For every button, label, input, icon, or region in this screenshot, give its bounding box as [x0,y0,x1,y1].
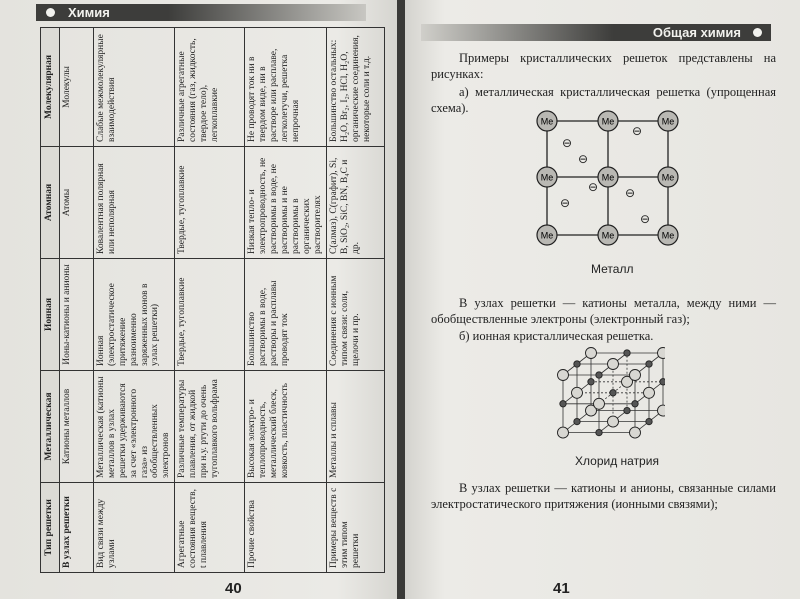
table-cell: Высокая электро- и теплопроводность, металлический блеск, ковкость, пластичность [245,371,327,483]
metal-node-label: Me [540,116,554,127]
table-cell: Молекулы [59,28,93,147]
table-cell: Низкая тепло- и электропроводность, не растворимы в воде, не растворимы и не растворимы в органических растворителях [245,147,327,259]
metal-cation-node [658,111,678,131]
anion-ion [630,370,641,381]
row-label: Агрегатные состояния веществ, t плавления [175,483,245,573]
metal-cation-node [658,225,678,245]
cation-ion [646,361,652,367]
anion-ion [630,427,641,438]
electron-icon: ⊖ [624,186,636,200]
anion-ion [558,370,569,381]
cation-ion [660,379,665,385]
metal-node-label: Me [661,172,675,183]
anion-ion [608,416,619,427]
nacl-lattice-diagram [545,343,665,451]
book-gutter [397,0,405,599]
table-row [175,28,245,573]
cation-ion [596,372,602,378]
table-cell: Различные агрегатные состояния (газ, жидкость, твердое тело), легкоплавкие [175,28,245,147]
cation-ion [596,429,602,435]
table-row [245,28,327,573]
table-cell: Металлическая (катионы металлов в узлах решетки удерживаются за счет «электронного газа» из обобществленных электронов [93,371,174,483]
metal-node-label: Me [601,116,615,127]
running-head-right [421,24,771,41]
lattice-table-container [40,28,385,573]
metal-node-label: Me [601,230,615,241]
anion-ion [644,387,655,398]
electron-icon: ⊖ [577,152,589,166]
electron-icon: ⊖ [631,124,643,138]
metal-caption: Металл [591,262,634,276]
table-cell: Твердые, тугоплавкие [175,147,245,259]
cation-ion [610,390,616,396]
cation-ion [588,379,594,385]
table-cell: Большинство растворимы в воде, растворы и расплавы проводят ток [245,259,327,371]
bullet-icon [46,8,55,17]
table-cell: Слабые межмолекулярные взаимодействия [93,28,174,147]
page-number-right: 41 [553,580,570,597]
metal-description: В узлах решетки — катионы металла, между ними — обобществленные электроны (электронный газ); [431,296,776,326]
metal-cation-node [537,111,557,131]
anion-ion [608,359,619,370]
table-cell: Различные температуры плавления, от жидкой при н.у. ртути до очень тугоплавкого вольфрама [175,371,245,483]
cation-ion [646,418,652,424]
metal-cation-node [598,167,618,187]
cation-ion [574,418,580,424]
table-header-cell: Молекулярная [41,28,60,147]
anion-ion [594,398,605,409]
table-header-row [41,28,60,573]
page-number-left: 40 [225,580,242,597]
metal-lattice-heading: а) металлическая кристаллическая решетка (упрощенная схема). [431,85,776,115]
cation-ion [624,350,630,356]
table-cell: Катионы металлов [59,371,93,483]
cation-ion [632,401,638,407]
table-header-cell: Атомная [41,147,60,259]
table-cell: Твердые, тугоплавкие [175,259,245,371]
anion-ion [586,348,597,359]
metal-cation-node [658,167,678,187]
table-cell: Металлы и сплавы [327,371,385,483]
lattice-comparison-table [40,27,385,573]
table-cell: C(алмаз), C(графит), Si, B, SiO₂, SiC, BN, B₄C и др. [327,147,385,259]
row-label: Прочие свойства [245,483,327,573]
metal-node-label: Me [540,172,554,183]
table-row [93,28,174,573]
table-header-cell: Ионная [41,259,60,371]
table-cell: Ионная (электростатическое притяжение разноименно заряженных ионов в узлах решетки) [93,259,174,371]
row-label: В узлах решетки [59,483,93,573]
metal-node-label: Me [601,172,615,183]
metallic-lattice-diagram [525,105,695,255]
table-cell: Ковалентная полярная или неполярная [93,147,174,259]
metal-cation-node [537,225,557,245]
table-cell: Не проводят ток ни в твердом виде, ни в растворе или расплаве, легколетучи, решетка непрочная [245,28,327,147]
metal-node-label: Me [661,116,675,127]
anion-ion [558,427,569,438]
running-head-left [36,4,366,21]
cation-ion [574,361,580,367]
anion-ion [658,348,666,359]
electron-icon: ⊖ [587,180,599,194]
metal-node-label: Me [661,230,675,241]
electron-icon: ⊖ [639,212,651,226]
right-page [405,0,800,599]
ionic-lattice-heading: б) ионная кристаллическая решетка. [459,329,654,343]
metal-cation-node [598,225,618,245]
table-cell: Атомы [59,147,93,259]
table-cell: Большинство остальных: H₂O, Br₂, I₂, HCl, H₂O, органические соединения, некоторые соли и т.д. [327,28,385,147]
table-row [59,28,93,573]
intro-paragraph: Примеры кристаллических решеток представлены на рисунках: [431,51,776,81]
cation-ion [560,401,566,407]
electron-icon: ⊖ [561,136,573,150]
metal-cation-node [598,111,618,131]
running-head-title: Общая химия [652,25,741,40]
ionic-description: В узлах решетки — катионы и анионы, связанные силами электростатического притяжения (ионными связями); [431,481,776,511]
running-head-title: Химия [68,5,110,20]
electron-icon: ⊖ [559,196,571,210]
table-header-cell: Тип решетки [41,483,60,573]
table-cell: Соединения с ионным типом связи: соли, щелочи и пр. [327,259,385,371]
anion-ion [658,405,666,416]
left-page [0,0,397,599]
table-row [327,28,385,573]
row-label: Примеры веществ с этим типом решетки [327,483,385,573]
metal-node-label: Me [540,230,554,241]
row-label: Вид связи между узлами [93,483,174,573]
cation-ion [624,407,630,413]
table-header-cell: Металлическая [41,371,60,483]
bullet-icon [753,28,762,37]
table-cell: Ионы-катионы и анионы [59,259,93,371]
nacl-caption: Хлорид натрия [575,454,659,468]
metal-cation-node [537,167,557,187]
anion-ion [572,387,583,398]
